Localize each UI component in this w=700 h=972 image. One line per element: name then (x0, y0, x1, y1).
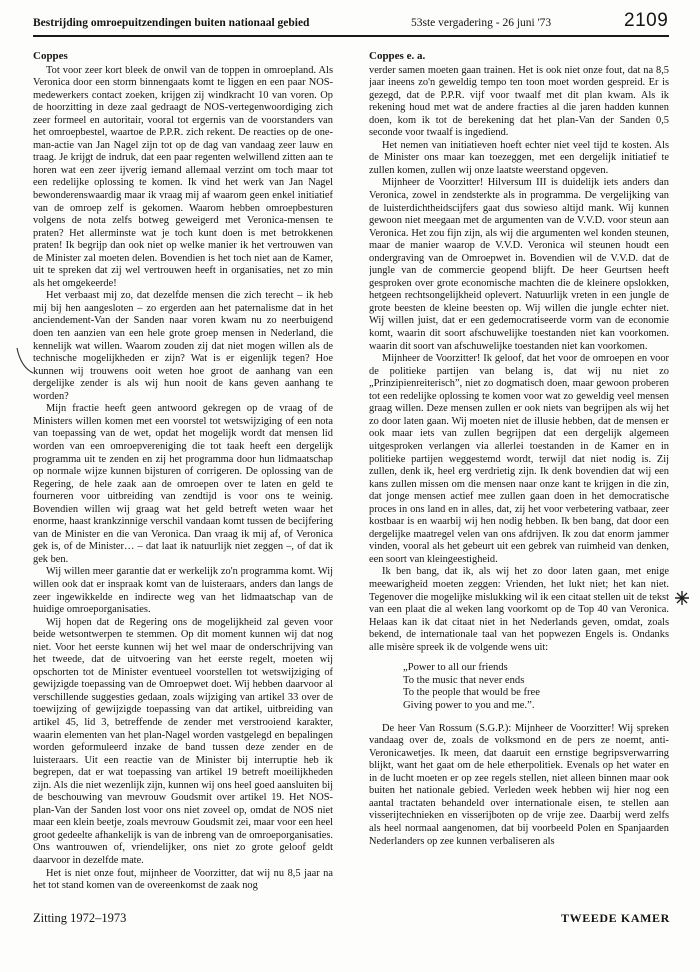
right-column-heading: Coppes e. a. (369, 50, 426, 62)
right-column (369, 50, 669, 896)
page-number: 2109 (624, 10, 669, 31)
song-quote (369, 662, 669, 712)
left-paragraph: Mijn fractie heeft geen antwoord gekregen op de vraag of de Ministers willen komen met een voorstel tot wetswijziging of een nota van toepassing van de wet, opdat het mogelijk wordt dat mensen lid worden van een omroepvereniging die tot taak heeft een dergelijk programma uit te zenden en zij het programma door hun lidmaatschap op normale wijze kunnen bijsturen of corrigeren. De oplossing van de Regering, de hele zaak aan de omroepen over te laten en geld te fourneren voor uitbreiding van zendtijd is voor ons te weinig. Bovendien willen wij graag wat het geld betreft weten waar het enorme, haast krankzinnige verschil vandaan komt tussen de becijfering van de Minister en die van Veronica. Dan vraag ik mij af, of Veronica gek is, of de Minister… – dat laat ik natuurlijk niet zeggen –, of dat ik gek ben. (33, 403, 333, 565)
header-rule (33, 35, 669, 37)
asterisk-margin-mark-icon (674, 590, 690, 606)
quote-line: Giving power to you and me.”. (403, 700, 535, 712)
left-paragraph: Het is niet onze fout, mijnheer de Voorzitter, dat wij nu 8,5 jaar na het tot stand komen van de overeenkomst de zaak nog (33, 867, 333, 892)
left-paragraph: Tot voor zeer kort bleek de onwil van de toppen in omroepland. Als Veronica door een storm binnengaats komt te liggen en een paar NOS-medewerkers contact zoeken, krijgen zij windkracht 10 van voren. Op de hoorzitting in deze zaal gedraagt de NOS-vertegenwoordiging zich zeer formeel en autoritair, vooral tot ergernis van de voorstanders van het omroepbestel, waartoe de P.P.R. zich rekent. De reacties op de one-man-actie van Jan Nagel zijn tot op de dag van vandaag zeer lauw en traag. Je krijgt de indruk, dat een paar regenten welwillend zitten aan te horen wat een zeer ijverig iemand allemaal verzint om toch maar tot een redelijke oplossing te komen. Ik vind het werk van Jan Nagel bewonderenswaardig maar ik vraag mij af waarom geen enkel initiatief van de omroep zelf is gekomen. Waarom hebben omroepbesturen volgens de nota zelfs botweg geweigerd met Veronica-mensen te praten? Het allerminste wat je toch kunt doen is met betrokkenen praten! Ik begrijp dan ook niet op welke manier ik het vertrouwen van de Minister zal moeten delen. Bovendien is het toch niet aan de Kamer, uit te spreken dat zij wel vertrouwen heeft in organisaties, net zo min als het omgekeerde! (33, 64, 333, 289)
running-header-session: 53ste vergadering - 26 juni '73 (411, 17, 552, 29)
left-column-heading: Coppes (33, 50, 68, 62)
running-header-title: Bestrijding omroepuitzendingen buiten nationaal gebied (33, 17, 310, 29)
quote-line: To the music that never ends (403, 674, 525, 686)
right-paragraph: Ik ben bang, dat ik, als wij het zo door laten gaan, met enige meewarigheid moeten zeggen: Vrienden, het lukt niet; het kan niet. Tegenover die mogelijke mislukking wil ik een citaat stellen uit de tekst van een plaat die al weken lang voorkomt op de Top 40 van Veronica. Helaas kan ik dat citaat niet in het Nederlands geven, omdat, zoals bekend, de internationale taal van het popwezen Engels is. Ondanks alle misère spreek ik de volgende wens uit: (369, 566, 669, 653)
right-paragraph: De heer Van Rossum (S.G.P.): Mijnheer de Voorzitter! Wij spreken vandaag over de, zoals de volksmond en de pers ze noemt, anti-Veronicawetjes. Ik meen, dat daaruit een ernstige begripsverwarring blijkt, want het gaat om de hele etherpolitiek. Evenals op het water en in de lucht moeten er op zee regels stellen, niet alleen binnen maar ook buiten het nationale gebied. Verleden week hebben wij hier nog een aantal tractaten behandeld over internationale eisen, te stellen aan visserijtechnieken en visserijboten op de vrije zee. Daarbij werd zelfs als heel normaal aangenomen, dat bij voorbeeld Polen en Spanjaarden Nederlanders op zee kunnen verbaliseren als (369, 722, 669, 847)
right-paragraph: Mijnheer de Voorzitter! Hilversum III is duidelijk iets anders dan Veronica, zowel in zendsterkte als in programma. De vergelijking van de luisterdichtheidscijfers gaat dus sowieso altijd mank. Wij kunnen gewoon niet meegaan met de argumenten van de V.V.D. voor steun aan Veronica. Het zou fijn zijn, als wij die argumenten wel konden steunen, maar de manier waarop de V.V.D. Veronica wil steunen houdt een ondergraving van de Omroepwet in. Bovendien wil de V.V.D. dat de jungle van de commercie geopend blijft. De heer Geurtsen heeft gesproken over grote economische machten die de kleinere opslokken, hetgeen rechtsongelijkheid oplevert. Natuurlijk vreten in een jungle de grote beesten de kleine beesten op. Wij willen die jungle echter niet. Wij willen juist, dat er een gedemocratiseerde vorm van de economie komt, waarin dit soort afschuwelijke toestanden niet kan voorkomen. waarin dit soort van afschuwelijke toestanden niet kan voorkomen. (369, 177, 669, 352)
quote-line: To the people that would be free (403, 687, 540, 699)
left-column (33, 50, 333, 896)
left-paragraph: Wij willen meer garantie dat er werkelijk zo'n programma komt. Wij willen ook dat er inspraak komt van de luisteraars, anders dan langs de zeer ingewikkelde en indirecte weg van het lidmaatschap van de huidige omroeporganisaties. (33, 566, 333, 616)
left-paragraph: Het verbaast mij zo, dat dezelfde mensen die zich terecht – ik heb mij bij hen aangesloten – zo ergerden aan het paternalisme dat in het anciendement-Van der Sanden naar voren kwam nu zo neerbuigend doen ten aanzien van een hele grote groep mensen in Nederland, die kennelijk wat willen. Waarom zouden zij dat niet mogen willen als de technische mogelijkheden er zijn? Wat is er eigenlijk tegen? Hoe kunnen wij trouwens ooit weten hoe groot de aanhang van een dergelijke zender is als wij hun nooit de kans geven aanhang te worden? (33, 290, 333, 402)
right-paragraph: Het nemen van initiatieven hoeft echter niet veel tijd te kosten. Als de Minister ons maar kan toezeggen, met een dergelijk initiatief te zullen komen, zullen wij onze laatste weerstand opgeven. (369, 139, 669, 176)
right-paragraph: Mijnheer de Voorzitter! Ik geloof, dat het voor de omroepen en voor de politieke partijen van belang is, dat wij nu niet zo „Prinzipienreiterisch”, niet zo dogmatisch doen, maar gewoon proberen tot een redelijke oplossing te komen voor wat zo geweldig veel mensen graag willen. Deze mensen zullen er ook niets van begrijpen als wij het zo door laten gaan. Wij moeten niet de illusie hebben, dat de mensen er ook maar iets van zullen begrijpen dat een dergelijk algemeen uitgesproken verlangen via allerlei toestanden in de Kamer en in politieke partijen weggestemd wordt, terwijl dat niet nodig is. Zij zullen, denk ik, heel erg verdrietig zijn. Ik denk bovendien dat wij een kans zullen missen om die mensen naar onze kant te krijgen in die zin, dat jonge mensen actief mee zullen gaan doen in het democratische proces in ons land en in alles, dat, zij het voor verbetering vatbaar, zeer kostbaar is en waarbij wij hen nodig hebben. Ik ben bang, dat door een dergelijke maatregel velen van ons afdrijven. Ik zou dat enorm jammer vinden, vooral als het gebeurt uit een gebrek van ruimheid van denken, een soort van kleingeestigheid. (369, 353, 669, 565)
footer-session: Zitting 1972–1973 (33, 911, 127, 925)
left-paragraph: Wij hopen dat de Regering ons de mogelijkheid zal geven voor beide wetsontwerpen te stemmen. Op dit moment kunnen wij dat nog niet. Voor het eerste kunnen wij het wel maar de onderschrijving van het tweede, dat de uitvoering van het eerste regelt, moeten wij opschorten tot de Minister eventueel voorstellen tot wetswijziging of gewijzigde toepassing van de Omroepwet doet. Wij hebben daarvoor al verschillende suggesties gedaan, zoals wijziging van artikel 33 over de toewijzing of gewijzigde toepassing van dat artikel, uitbreiding van artikel 45, lid 3, betreffende de zender met verstrooiend karakter, waarin elementen van het plan-Nagel worden vastgelegd en bepalingen worden geformuleerd inzake de band tussen deze zender en de luisteraars. Uit een reactie van de Minister bij interruptie heb ik begrepen, dat er wat toepassing van artikel 19 betreft moeilijkheden zijn. Als die niet wezenlijk zijn, kunnen wij ons heel goed aansluiten bij de beschouwing van mevrouw Goudsmit over artikel 19. Het NOS-plan-Van der Sanden lost voor ons niet zoveel op, omdat de NOS niet maar een klein beetje, zoals mevrouw Goudsmit zei, maar voor een heel groot gedeelte afhankelijk is van de inbreng van de omroeporganisaties. Ons wantrouwen of, vriendelijker, ons niet zo grote geloof geldt daarvoor in dezelfde mate. (33, 616, 333, 866)
quote-line: „Power to all our friends (403, 662, 508, 674)
right-paragraph: verder samen moeten gaan trainen. Het is ook niet onze fout, dat na 8,5 jaar ineens zo'n geweldig tempo ten toon moet worden gespreid. Er is gezegd, dat de P.P.R. vijf voor twaalf met dit plan kwam. Als ik rekening houd met wat de andere fracties al die jaren hadden kunnen doen, kom ik tot de berekening dat het plan-Van der Sanden 0,5 seconde voor twaalf is ingediend. (369, 64, 669, 139)
footer-chamber: TWEEDE KAMER (561, 911, 670, 925)
